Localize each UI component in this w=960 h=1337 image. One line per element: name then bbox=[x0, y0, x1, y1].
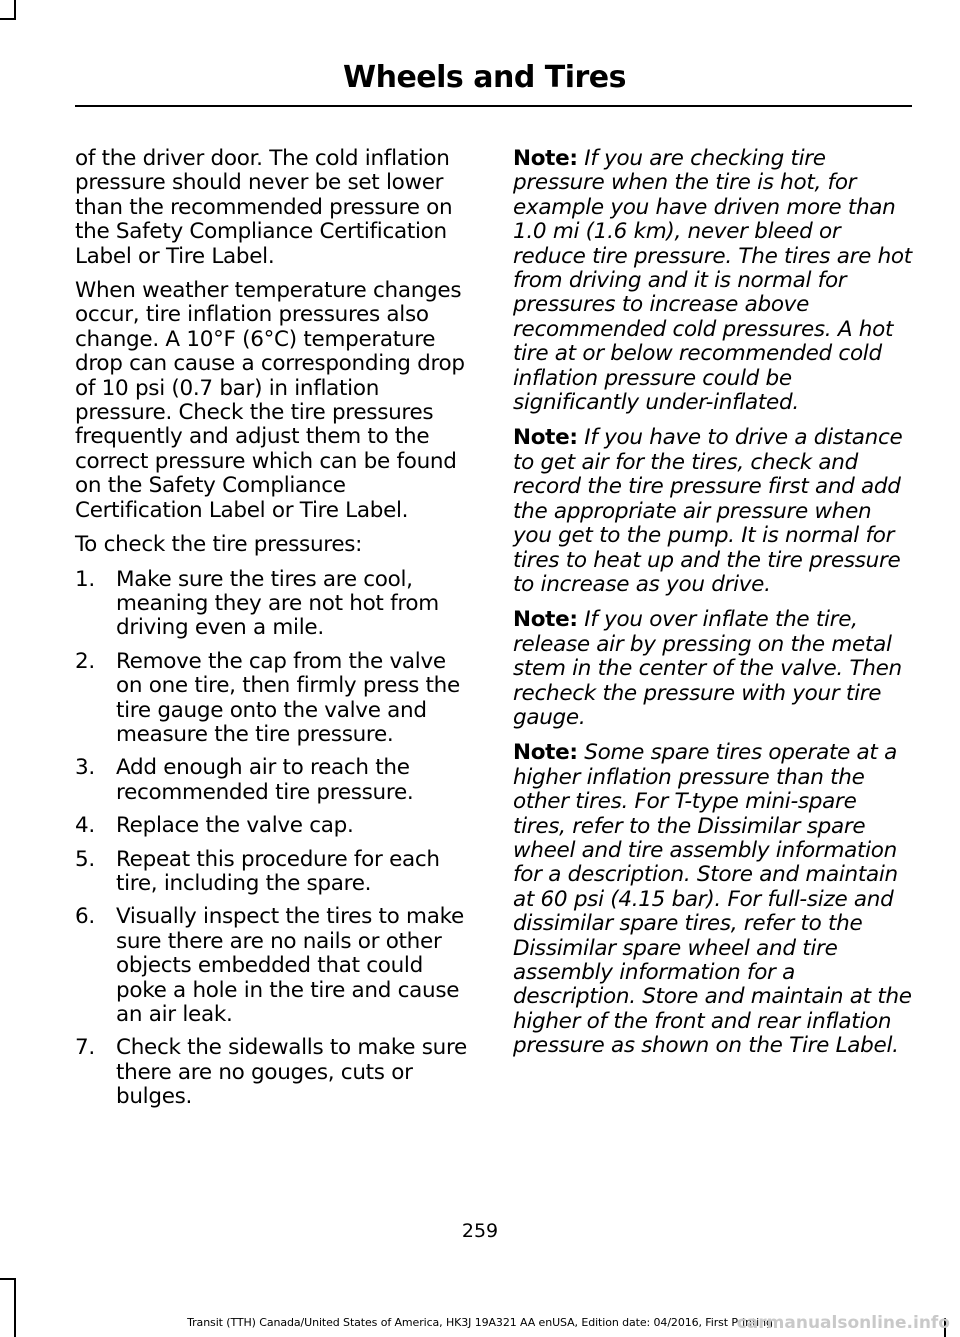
left-column bbox=[75, 147, 478, 1119]
crop-mark-top-left-vertical bbox=[14, 0, 16, 20]
step-text: Check the sidewalls to make sure there are no gouges, cuts or bulges. bbox=[116, 1035, 467, 1110]
note bbox=[513, 741, 913, 1058]
note-text: If you over inflate the tire, release air by pressing on the metal stem in the center of the valve. Then recheck the pressure with your tire gauge. bbox=[513, 607, 902, 730]
step-text: Visually inspect the tires to make sure there are no nails or other objects embedded that could poke a hole in the tire and cause an air leak. bbox=[116, 904, 464, 1027]
note-text: Some spare tires operate at a higher inflation pressure than the other tires. For T-type mini-spare tires, refer to the Dissimilar spare wheel and tire assembly information for a description. Store and maintain at 60 psi (4.15 bar). For full-size and dissimilar spare tires, refer to the Dissimilar spare wheel and tire assembly information for a description. Store and maintain at the higher of the front and rear inflation pressure as shown on the Tire Label. bbox=[513, 740, 912, 1059]
page-number: 259 bbox=[461, 1220, 499, 1242]
note-label: Note: bbox=[513, 425, 578, 451]
note bbox=[513, 608, 913, 730]
paragraph: When weather temperature changes occur, tire inflation pressures also change. A 10°F (6°C) temperature drop can cause a corresponding drop of 10 psi (0.7 bar) in inflation pressure. Check the tire pressures frequently and adjust them to the correct pressure which can be found on the Safety Compliance Certification Label or Tire Label. bbox=[75, 278, 465, 523]
step-number: 7. bbox=[75, 1035, 95, 1061]
list-item bbox=[75, 848, 478, 897]
note-label: Note: bbox=[513, 607, 578, 633]
crop-mark-bottom-left-horizontal bbox=[0, 1278, 16, 1280]
footer-edition-text: Transit (TTH) Canada/United States of America, HK3J 19A321 AA enUSA, Edition date: 04/2016, First Printing bbox=[187, 1316, 773, 1329]
list-item bbox=[75, 756, 478, 805]
note-label: Note: bbox=[513, 146, 578, 171]
section-title: Wheels and Tires bbox=[343, 60, 626, 95]
note bbox=[513, 426, 913, 597]
procedure-steps bbox=[75, 568, 478, 1110]
note-text: If you have to drive a distance to get air for the tires, check and record the tire pressure first and add the appropriate air pressure when you get to the pump. It is normal for tires to heat up and the tire pressure to increase as you drive. bbox=[513, 425, 903, 597]
step-text: Make sure the tires are cool, meaning they are not hot from driving even a mile. bbox=[116, 566, 439, 641]
step-number: 3. bbox=[75, 755, 95, 781]
right-column bbox=[513, 147, 913, 1070]
note-label: Note: bbox=[513, 740, 578, 766]
list-item bbox=[75, 568, 478, 641]
step-number: 2. bbox=[75, 648, 95, 674]
crop-mark-top-left-horizontal bbox=[0, 18, 16, 20]
step-text: Add enough air to reach the recommended tire pressure. bbox=[116, 755, 414, 805]
list-item bbox=[75, 1036, 478, 1109]
note-text: If you are checking tire pressure when the tire is hot, for example you have driven more than 1.0 mi (1.6 km), never bleed or reduce tire pressure. The tires are hot from driving and it is normal for pressures to increase above recommended cold pressures. A hot tire at or below recommended cold inflation pressure could be significantly under-inflated. bbox=[513, 146, 912, 416]
list-item bbox=[75, 905, 478, 1027]
step-number: 5. bbox=[75, 846, 95, 872]
watermark: carmanualsonline.info bbox=[736, 1313, 950, 1333]
paragraph: To check the tire pressures: bbox=[75, 532, 363, 558]
note bbox=[513, 147, 913, 415]
step-number: 4. bbox=[75, 813, 95, 839]
paragraph: of the driver door. The cold inflation pressure should never be set lower than the recommended pressure on the Safety Compliance Certification Label or Tire Label. bbox=[75, 146, 453, 269]
step-text: Repeat this procedure for each tire, including the spare. bbox=[116, 846, 440, 896]
step-text: Remove the cap from the valve on one tire, then firmly press the tire gauge onto the valve and measure the tire pressure. bbox=[116, 648, 460, 747]
header-divider bbox=[75, 105, 912, 107]
step-number: 1. bbox=[75, 566, 95, 592]
list-item bbox=[75, 650, 478, 748]
list-item bbox=[75, 814, 478, 838]
step-number: 6. bbox=[75, 904, 95, 930]
step-text: Replace the valve cap. bbox=[116, 813, 354, 839]
